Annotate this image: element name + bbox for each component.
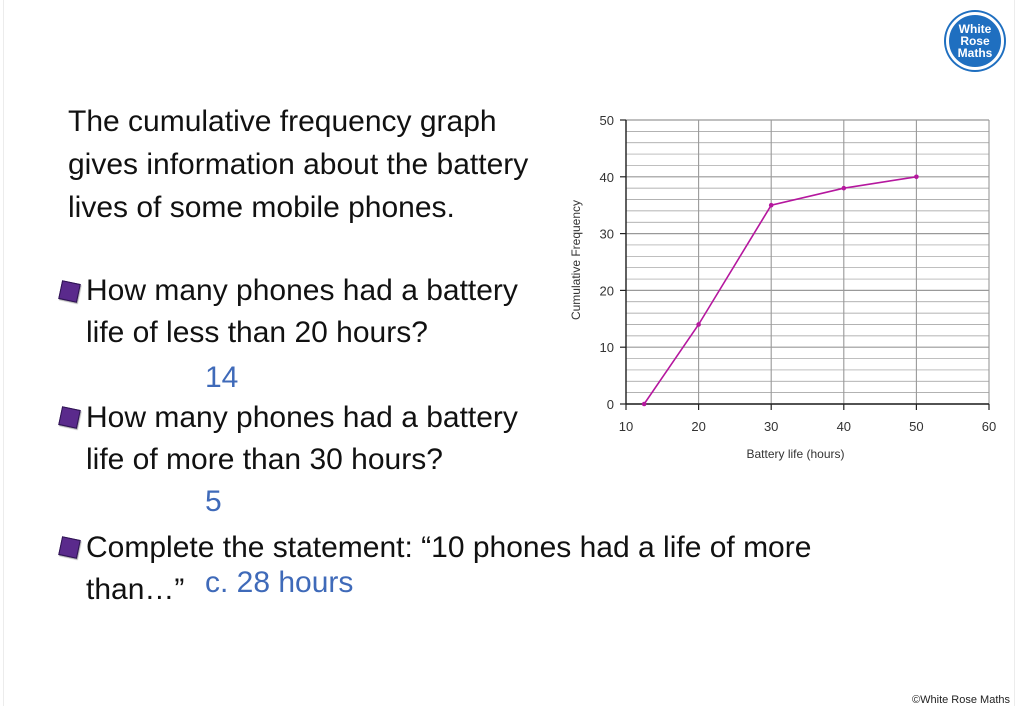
y-tick-label: 0 xyxy=(606,397,614,412)
x-tick-label: 40 xyxy=(836,419,852,434)
y-tick-label: 10 xyxy=(599,340,614,356)
x-tick-label: 50 xyxy=(909,419,924,434)
x-tick-label: 20 xyxy=(691,419,706,434)
y-axis-title: Cumulative Frequency xyxy=(569,199,583,321)
question-1: How many phones had a battery life of less than 20 hours? xyxy=(86,274,518,349)
question-3: Complete the statement: “10 phones had a life of more than…” xyxy=(86,531,812,606)
bullet-icon xyxy=(58,406,81,429)
y-tick-label: 30 xyxy=(599,226,614,242)
y-tick-label: 40 xyxy=(599,169,614,185)
answer-3: c. 28 hours xyxy=(205,566,354,599)
x-tick-label: 10 xyxy=(618,419,634,434)
bullet-icon xyxy=(58,536,81,559)
white-rose-maths-logo xyxy=(946,12,1004,70)
answer-1: 14 xyxy=(205,361,239,394)
x-tick-label: 30 xyxy=(763,419,779,434)
data-point xyxy=(696,322,701,327)
intro-text: The cumulative frequency graph gives information about the battery lives of some mobile phones. xyxy=(68,105,529,224)
bullet-icon xyxy=(58,280,81,303)
x-tick-label: 60 xyxy=(981,419,997,434)
data-point xyxy=(842,186,847,191)
data-point xyxy=(642,402,647,407)
data-point xyxy=(769,203,774,208)
copyright: ©White Rose Maths xyxy=(912,694,1010,706)
question-2: How many phones had a battery life of more than 30 hours? xyxy=(86,401,518,476)
y-tick-label: 20 xyxy=(599,283,614,299)
data-point xyxy=(914,175,919,180)
y-tick-label: 50 xyxy=(599,113,614,128)
x-axis-title: Battery life (hours) xyxy=(746,447,845,461)
answer-2: 5 xyxy=(205,485,222,518)
logo-text: White Rose Maths xyxy=(957,22,993,60)
cumulative-frequency-chart xyxy=(558,104,1018,474)
